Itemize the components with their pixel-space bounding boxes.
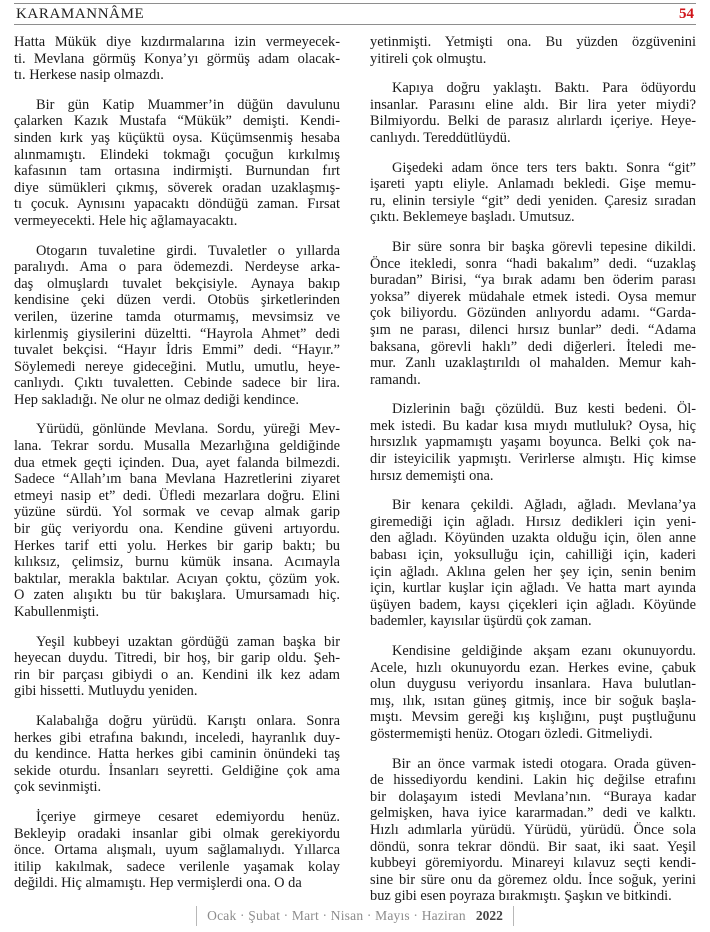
text-line: kirlenmiş giysilerini düzeltti. “Hayrola Ahmet” dedi xyxy=(14,325,340,342)
text-line: Söylemedi nereye gideceğini. Mutlu, umutlu, heye- xyxy=(14,358,340,375)
text-line: baktılar, merakla baktılar. Acıyan çoktu, çözüm yok. xyxy=(14,570,340,587)
text-line: ramandı. xyxy=(370,371,421,388)
text-line: mur. Zanlı uzaklaştırıldı ol mahalden. Memur kah- xyxy=(370,355,696,372)
text-line: buradan” Birisi, “ya bırak adamı ben öderim parası xyxy=(370,272,696,289)
right-column xyxy=(370,34,696,918)
text-line: işareti yaptı eliyle. Anlamadı bekledi. Gişe memu- xyxy=(370,176,696,193)
paragraph xyxy=(14,97,340,230)
text-line: kafasının tam ortasına indirmişti. Burnundan fırt xyxy=(14,163,340,180)
text-line: Otogarın tuvaletine girdi. Tuvaletler o yıllarda xyxy=(36,242,340,259)
text-line: ti. Mevlana görmüş Konya’yı görmüş adam olacak- xyxy=(14,50,340,67)
footer-divider-right xyxy=(513,906,514,926)
text-line: Bir süre sonra bir başka görevli tepesine dikildi. xyxy=(392,238,696,255)
text-line: tı. Herkese nasip olmazdı. xyxy=(14,67,164,84)
paragraph xyxy=(14,421,340,620)
text-line: bir dolaşayım istedi Mevlana’nın. “Buraya kadar xyxy=(370,788,696,805)
text-line: gelmişken, hava iyice kararmadan.” dedi ve kalktı. xyxy=(370,805,696,822)
paragraph xyxy=(370,756,696,905)
text-line: du kendince. Hatta herkes gibi caminin önündeki taş xyxy=(14,746,340,763)
text-line: Hep sakladığı. Ne olur ne olmaz dediği kendince. xyxy=(14,391,299,408)
text-line: paralıydı. Ama o para ödemezdi. Nerdeyse arka- xyxy=(14,259,340,276)
text-line: Dizlerinin bağı çözüldü. Buz kesti bedeni. Öl- xyxy=(392,401,696,418)
paragraph xyxy=(14,243,340,409)
text-line: alınmamıştı. Elindeki tokmağı çocuğun kırkılmış xyxy=(14,146,340,163)
text-line: verilen, üzerine tamda oturmamış, mevsimsiz ve xyxy=(14,308,340,325)
text-line: mek istedi. Bu kadar kısa mıydı mutluluk? Oysa, hiç xyxy=(370,417,696,434)
text-line: için ağladı. Aklına gelen her şey için, senin benim xyxy=(370,563,696,580)
running-header xyxy=(14,3,696,25)
text-line: olun duygusu veriyordu insanlara. Hava bulutlan- xyxy=(370,676,696,693)
text-line: dua etmek geçti içinden. Dua, ayet falanda bilmezdi. xyxy=(14,454,340,471)
paragraph xyxy=(370,401,696,484)
paragraph xyxy=(14,809,340,892)
paragraph xyxy=(370,160,696,226)
text-line: Acele, hızlı okunuyordu ezan. Herkes evine, çabuk xyxy=(370,659,696,676)
journal-title: KARAMANNÂME xyxy=(16,5,145,22)
text-line: mıştı. Mevsim gereği kış kışlığını, puşt puştluğunu xyxy=(370,709,696,726)
text-line: den ağladı. Köyünden uzakta olduğu için, ölen anne xyxy=(370,530,696,547)
text-line: rin bir parçası gibiydi o an. Kendini ilk kez adam xyxy=(14,666,340,683)
text-line: bademler, kayısılar üşürdü çok zaman. xyxy=(370,613,592,630)
text-line: giremediği için ağladı. Hırsız dedikleri için yeni- xyxy=(370,513,696,530)
article-body xyxy=(14,34,696,918)
text-line: yetinmişti. Yetmişti ona. Bu yüzden özgüvenini xyxy=(370,34,696,50)
text-line: Kendisine geldiğinde akşam ezanı okunuyordu. xyxy=(392,643,696,659)
text-line: lana. Tekrar sordu. Musalla Mezarlığına geldiğinde xyxy=(14,438,340,455)
text-line: itilip kakılmak, sadece verilenle yaşamak kolay xyxy=(14,858,340,875)
text-line: çalarken Kazık Mustafa “Mükük” demişti. Kendi- xyxy=(14,113,340,130)
text-line: göstermemişti henüz. Otogarı özledi. Gitmeliydi. xyxy=(370,725,653,742)
text-line: etmeyi nasip et” dedi. Üfledi mezarlara doğru. Elini xyxy=(14,487,340,504)
issue-months: Ocak · Şubat · Mart · Nisan · Mayıs · Haziran xyxy=(207,908,466,923)
paragraph xyxy=(370,80,696,146)
paragraph xyxy=(14,34,340,84)
text-line: Kapıya doğru yaklaştı. Baktı. Para ödüyordu xyxy=(392,80,696,97)
text-line: Bekleyip oradaki insanlar gibi olmak gerekiyordu xyxy=(14,825,340,842)
text-line: Gişedeki adam önce ters ters baktı. Sonra “git” xyxy=(392,159,696,176)
page-number: 54 xyxy=(679,5,694,22)
text-line: hırsız dememişti ona. xyxy=(370,467,494,484)
paragraph xyxy=(370,34,696,67)
text-line: Bilmiyordu. Belki de parasız alırlardı içeriye. Heye- xyxy=(370,113,696,130)
text-line: sine bir süre onu da göremez oldu. İnce soğuk, yerini xyxy=(370,871,696,888)
text-line: Bir an önce varmak istedi otogara. Orada güven- xyxy=(392,755,696,772)
text-line: diye sümükleri çıkmış, söverek oradan uzaklaşmış- xyxy=(14,179,340,196)
text-line: Sadece “Allah’ım bana Mevlana Hazretlerini ziyaret xyxy=(14,471,340,488)
paragraph xyxy=(370,239,696,388)
text-line: sinden kırk yaş küçüktü oysa. Küçümsenmiş hesaba xyxy=(14,129,340,146)
text-line: baksana, görevli haklı” dedi diğerleri. İteledi me- xyxy=(370,338,696,355)
text-line: gibi hissetti. Mutluydu yeniden. xyxy=(14,683,198,700)
text-line: Yürüdü, gönlünde Mevlana. Sordu, yüreği Mev- xyxy=(36,421,340,438)
text-line: ru, elinin tersiyle “git” dedi yeniden. Çaresiz sıradan xyxy=(370,192,696,209)
left-column xyxy=(14,34,340,918)
text-line: insanlar. Parasını eline aldı. Bir lira yeter miydi? xyxy=(370,96,696,113)
text-line: kubbeyi göremiyordu. Minareyi kılavuz seçti kendi- xyxy=(370,855,696,872)
text-line: Hatta Mükük diye kızdırmalarına izin vermeyecek- xyxy=(14,34,340,50)
text-line: Kalabalığa doğru yürüdü. Karıştı onlara. Sonra xyxy=(36,712,340,729)
text-line: önce. Ortama alışmalı, uyum sağlamalıydı. Yıllarca xyxy=(14,842,340,859)
text-line: İçeriye girmeye cesaret edemiyordu henüz. xyxy=(36,808,340,825)
text-line: döndü, sonra tekrar döndü. Bir saat, iki saat. Yeşil xyxy=(370,838,696,855)
text-line: tuvalet bekçisi. “Hayır İdris Emmi” dedi. “Hayır.” xyxy=(14,342,340,359)
text-line: kılıksız, çelimsiz, burnu kümük insana. Acımayla xyxy=(14,554,340,571)
text-line: Kabullenmişti. xyxy=(14,604,100,620)
text-line: üşüyen badem, kaysı çiçekleri için ağladı. Köyünde xyxy=(370,596,696,613)
text-line: vermeyecekti. Hele hiç ağlamayacaktı. xyxy=(14,212,238,229)
paragraph xyxy=(14,634,340,700)
paragraph xyxy=(14,713,340,796)
text-line: canlıydı. Tereddütlüydü. xyxy=(370,129,511,146)
text-line: şım ne parası, dilenci hırsız bunlar” dedi. “Adama xyxy=(370,321,696,338)
text-line: dir isteyicilik yapmıştı. Verirlerse almıştı. Hiç kimse xyxy=(370,451,696,468)
text-line: heyecan duydu. Titredi, bir hoş, bir garip oldu. Şeh- xyxy=(14,650,340,667)
text-line: Herkes tarif etti yolu. Herkes bir garip baktı; bu xyxy=(14,537,340,554)
text-line: için, kurtlar kuşlar için ağladı. Ve hatta mart ayında xyxy=(370,580,696,597)
text-line: bir güç veriyordu ona. Kendine güveni artıyordu. xyxy=(14,521,340,538)
text-line: babası için, yoksulluğu için, cahilliği için, kaderi xyxy=(370,547,696,564)
text-line: Bir gün Katip Muammer’in düğün davulunu xyxy=(36,96,340,113)
text-line: daş olmuşlardı tuvalet bekçisiyle. Aynaya bakıp xyxy=(14,275,340,292)
paragraph xyxy=(370,643,696,743)
text-line: Hızlı adımlarla yürüdü. Yürüdü, yürüdü. Önce sola xyxy=(370,821,696,838)
text-line: O zaten alışıktı bu tür bakışlara. Umursamadı hiç. xyxy=(14,587,340,604)
text-line: mış, ılık, ısıtan güneş gitmiş, ince bir soğuk başla- xyxy=(370,692,696,709)
issue-year: 2022 xyxy=(475,908,503,923)
text-line: Önce itekledi, sonra “hadi bakalım” dedi. “uzaklaş xyxy=(370,255,696,272)
text-line: yüzüne sürdü. Yol sormak ve cevap almak garip xyxy=(14,504,340,521)
page-footer xyxy=(0,904,710,928)
text-line: buz gibi esen poyraza bırakmıştı. Şaşkın ve bitkindi. xyxy=(370,888,672,905)
text-line: değildi. Hiç almamıştı. Hep vermişlerdi ona. O da xyxy=(14,875,302,892)
paragraph xyxy=(370,497,696,630)
text-line: çok biliyordu. Gözünden anlıyordu adamı. “Garda- xyxy=(370,305,696,322)
text-line: de hissediyordu kendini. Lakin hiç değilse etrafını xyxy=(370,772,696,789)
text-line: Bir kenara çekildi. Ağladı, ağladı. Mevlana’ya xyxy=(392,497,696,514)
text-line: yoksa” diyerek müdahale etmek istedi. Oysa memur xyxy=(370,288,696,305)
text-line: yitireli çok olmuştu. xyxy=(370,50,487,67)
text-line: çıktı. Beklemeye başladı. Umutsuz. xyxy=(370,209,575,226)
text-line: kendisine çeki düzen verdi. Otobüs şirketlerinden xyxy=(14,292,340,309)
text-line: herkes gibi etrafına bakındı, inceledi, hayranlık duy- xyxy=(14,729,340,746)
text-line: hırsızlık yapmamıştı yaşamı boyunca. Belki çok na- xyxy=(370,434,696,451)
text-line: sekide oturdu. İnsanları seyretti. Geldiğine çok ama xyxy=(14,762,340,779)
text-line: canlıydı. Çıktı tuvaletten. Cebinde sadece bir lira. xyxy=(14,375,340,392)
text-line: tı çocuk. Aynısını yapacaktı döndüğü zaman. Fırsat xyxy=(14,196,340,213)
text-line: çok sevinmişti. xyxy=(14,779,102,796)
text-line: Yeşil kubbeyi uzaktan gördüğü zaman başka bir xyxy=(36,633,340,650)
footer-divider-left xyxy=(196,906,197,926)
